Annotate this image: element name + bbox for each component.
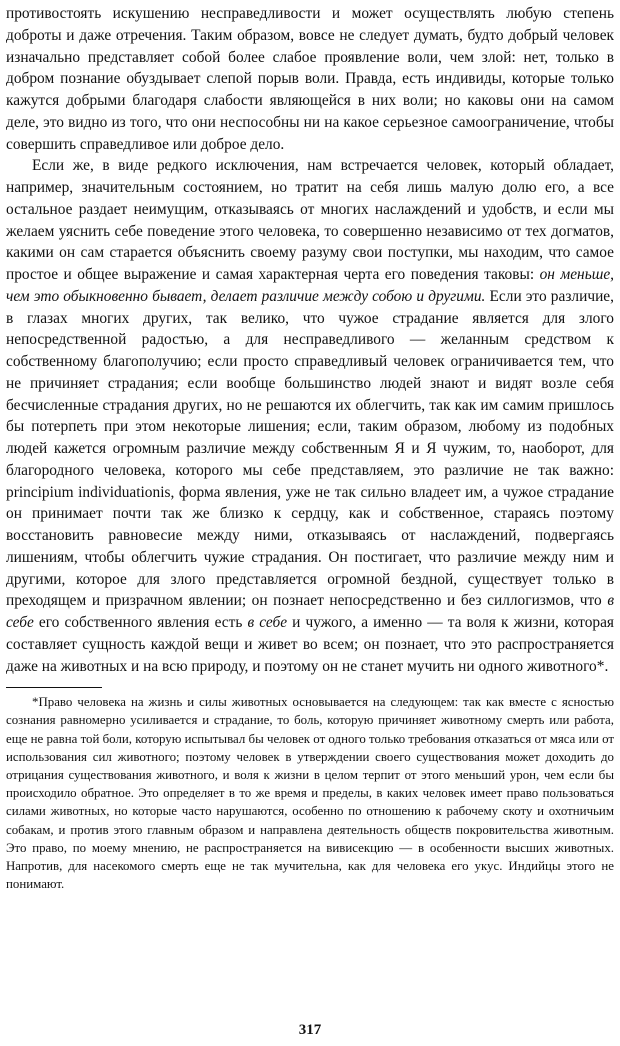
paragraph-2-part-d: и чужого, а именно — та воля к жизни, которая составляет сущность каждой вещи и живет во всем; он познает, что это распространяется даже на животных и на всю природу, и поэтому он не станет мучить ни одного животного*. — [6, 614, 615, 675]
paragraph-2-emphasis-2: в себе — [6, 592, 614, 631]
paragraph-2-part-c: его собственного явления есть — [33, 614, 248, 631]
paragraph-2-emphasis-3: в себе — [247, 614, 288, 631]
paragraph-2-part-b: Если это различие, в глазах многих других, так велико, что чужое страдание является для злого непосредственной радостью, а для несправедливого — желанным средством к собственному благополучию; если просто справедливый человек ограничивается тем, что не причиняет страдания; если вообще большинство людей знают и видят возле себя бесчисленные страдания других, но не решаются их облегчить, так как им самим пришлось бы потерпеть при этом некоторые лишения; если, таким образом, любому из подобных людей кажется огромным различие между собственным Я и Я чужим, то, наоборот, для благородного человека, которого мы себе представляем, это различие не так важно: principium individuationis, форма явления, уже не так сильно владеет им, а чужое страдание он принимает почти так же близко к сердцу, как и собственное, стараясь поэтому восстановить равновесие между ними, отказываясь от наслаждений, подвергаясь лишениям, чтобы облегчить чужие страдания. Он постигает, что различие между ним и другими, которое для злого представляется огромной бездной, существует только в преходящем и призрачном явлении; он познает непосредственно и без силлогизмов, что — [6, 287, 614, 610]
paragraph-1: противостоять искушению несправедливости и может осуществлять любую степень доброты и даже отречения. Таким образом, вовсе не следует думать, будто добрый человек изначально представляет собой более слабое проявление воли, чем злой: нет, только в добром познание обуздывает слепой порыв воли. Правда, есть индивиды, которые только кажутся добрыми благодаря слабости являющейся в них воли; но каковы они на самом деле, это видно из того, что они неспособны ни на какое серьезное самоограничение, чтобы совершить справедливое или доброе дело. — [6, 5, 614, 153]
paragraph-2-emphasis-1: он меньше, чем это обыкновенно бывает, делает различие между собою и другими. — [6, 266, 614, 305]
paragraph-2-part-a: Если же, в виде редкого исключения, нам встречается человек, который обладает, например, значительным состоянием, но тратит на себя лишь малую долю его, а все остальное раздает неимущим, отказываясь от многих наслаждений и удобств, и если мы желаем уяснить себе поведение этого человека, то совершенно независимо от тех догматов, какими он сам старается объяснить своему разуму свои поступки, мы находим, что самое простое и общее выражение и самая характерная черта его поведения таковы: — [6, 157, 614, 283]
footnote — [6, 693, 614, 893]
paragraph-2 — [6, 155, 614, 677]
page-number: 317 — [298, 1022, 322, 1038]
main-text — [6, 3, 614, 677]
footnote-text: *Право человека на жизнь и силы животных основывается на следующем: так как вместе с ясностью сознания равномерно усиливается и страдание, то боль, которую причиняет животному смерть или работа, еще не равна той боли, которую испытывал бы человек от одного только требования отказаться от мяса или от использования сил животного; поэтому человек в утверждении своего существования может доходить до отрицания существования животного, и воля к жизни в целом терпит от этого меньший урон, чем если бы происходило обратное. Это определяет в то же время и пределы, в каких человек имеет право пользоваться силами животных, но которые часто нарушаются, особенно по отношению к рабочему скоту и охотничьим собакам, и против этого главным образом и направлена деятельность обществ покровительства животным. Это право, по моему мнению, не распространяется на вивисекцию — в особенности высших животных. Напротив, для насекомого смерть еще не так мучительна, как для человека его укус. Индийцы этого не понимают. — [6, 695, 614, 892]
footnote-divider — [6, 687, 102, 688]
